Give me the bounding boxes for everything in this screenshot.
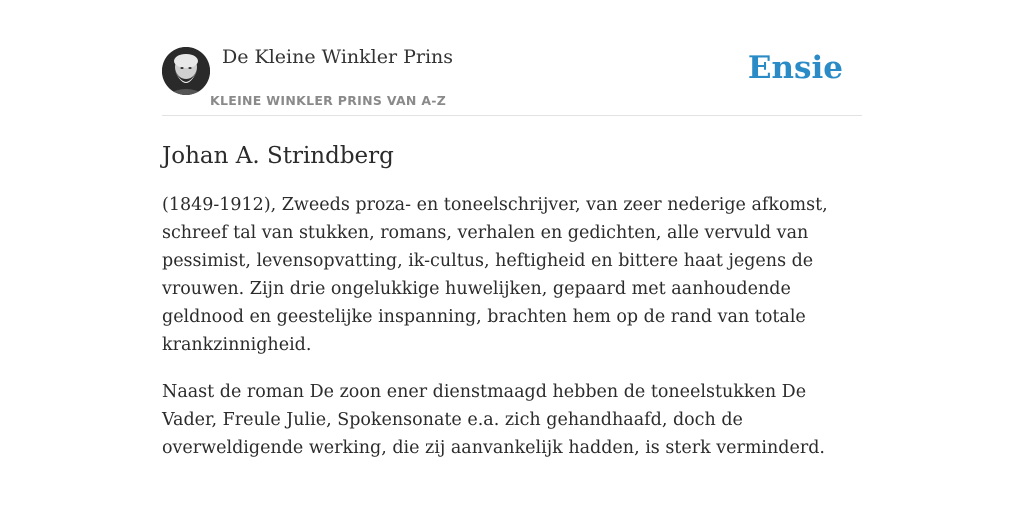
source-subtitle-link[interactable]: KLEINE WINKLER PRINS VAN A-Z xyxy=(210,93,447,108)
brand-logo[interactable]: Ensie xyxy=(747,50,843,86)
article-paragraph: Naast de roman De zoon ener dienstmaagd hebben de toneelstukken De Vader, Freule Julie, Spokensonate e.a. zich gehandhaafd, doch de overweldigende werking, die zij aanvankelijk hadden, is sterk verminderd. xyxy=(162,382,825,458)
source-title-link[interactable]: De Kleine Winkler Prins xyxy=(222,46,454,68)
article-paragraph: (1849-1912), Zweeds proza- en toneelschrijver, van zeer nederige afkomst, schreef tal van stukken, romans, verhalen en gedichten, alle vervuld van pessimist, levensopvatting, ik-cultus, heftigheid en bittere haat jegens de vrouwen. Zijn drie ongelukkige huwelijken, gepaard met aanhoudende geldnood en geestelijke inspanning, brachten hem op de rand van totale krankzinnigheid. xyxy=(162,195,828,355)
article-card xyxy=(162,38,862,462)
article-title: Johan A. Strindberg xyxy=(162,143,394,169)
author-portrait-icon[interactable] xyxy=(162,47,210,95)
header xyxy=(162,38,862,116)
